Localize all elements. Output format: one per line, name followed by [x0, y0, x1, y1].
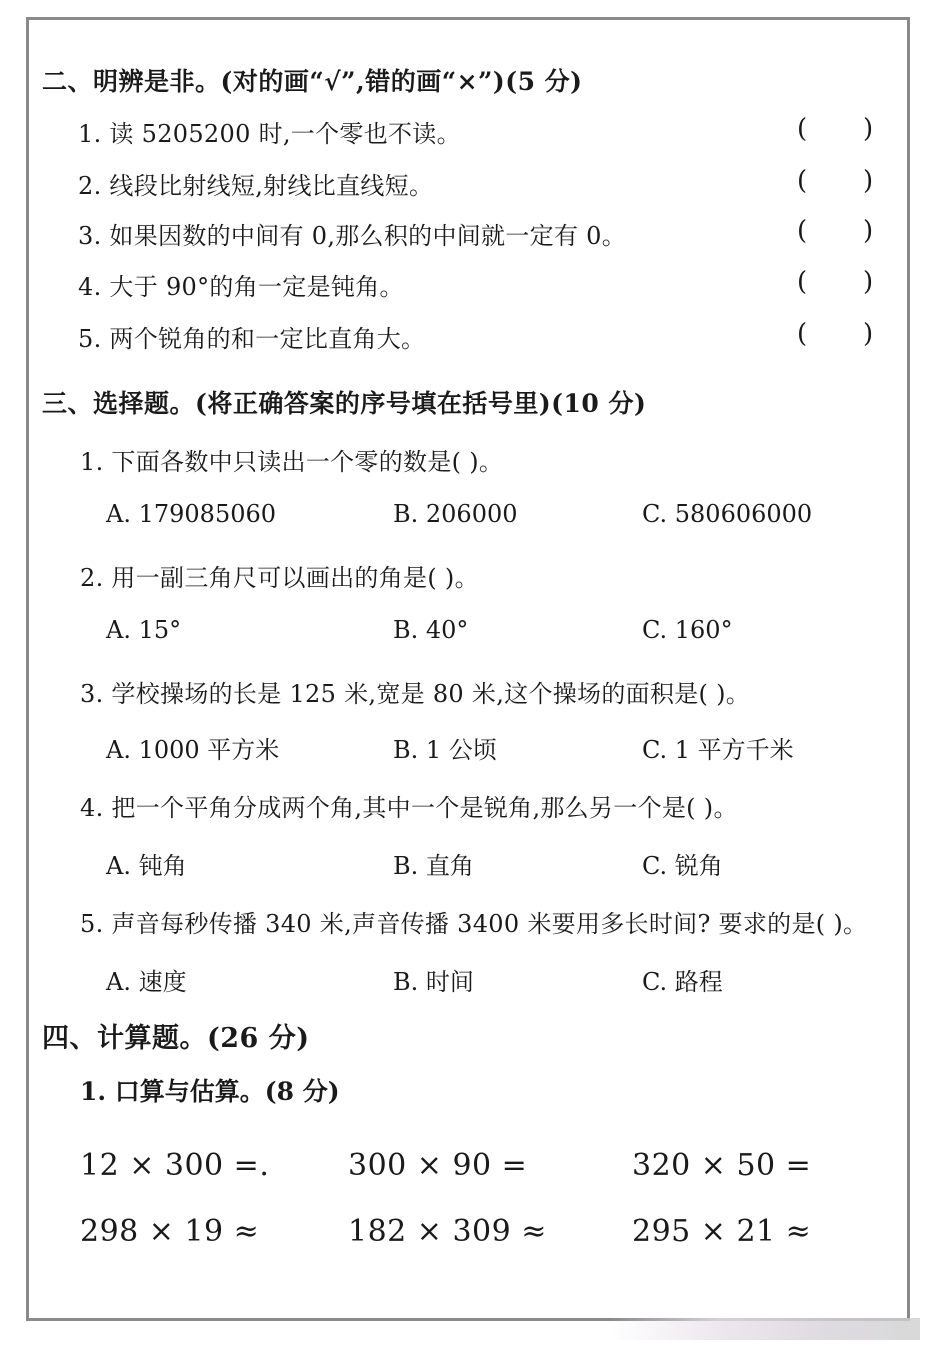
- option-c[interactable]: C. 580606000: [642, 500, 813, 528]
- page-border: [26, 17, 910, 1321]
- option-a[interactable]: A. 速度: [106, 968, 187, 996]
- paren-open: (: [797, 319, 808, 349]
- option-a[interactable]: A. 15°: [106, 616, 182, 644]
- paren-close: ): [863, 166, 874, 196]
- judge-item-2: 2. 线段比射线短,射线比直线短。: [78, 172, 434, 200]
- option-c[interactable]: C. 锐角: [642, 852, 723, 880]
- calc-item: 12 × 300 =.: [80, 1148, 270, 1183]
- estimate-item: 295 × 21 ≈: [632, 1214, 812, 1249]
- section-3-title: 三、选择题。(将正确答案的序号填在括号里)(10 分): [42, 389, 647, 418]
- paren-open: (: [797, 216, 808, 246]
- judge-item-5: 5. 两个锐角的和一定比直角大。: [78, 325, 426, 353]
- option-c[interactable]: C. 路程: [642, 968, 723, 996]
- judge-item-3: 3. 如果因数的中间有 0,那么积的中间就一定有 0。: [78, 222, 627, 250]
- paren-open: (: [797, 114, 808, 144]
- option-a[interactable]: A. 钝角: [106, 852, 187, 880]
- choice-question-5: 5. 声音每秒传播 340 米,声音传播 3400 米要用多长时间? 要求的是( )。: [80, 910, 868, 938]
- option-b[interactable]: B. 直角: [393, 852, 474, 880]
- paren-open: (: [797, 267, 808, 297]
- option-b[interactable]: B. 时间: [393, 968, 474, 996]
- scan-artifact: [610, 1318, 920, 1340]
- judge-item-1: 1. 读 5205200 时,一个零也不读。: [78, 120, 461, 148]
- option-b[interactable]: B. 206000: [393, 500, 518, 528]
- section-4-subtitle: 1. 口算与估算。(8 分): [80, 1077, 340, 1106]
- estimate-item: 182 × 309 ≈: [348, 1214, 547, 1249]
- paren-close: ): [863, 114, 874, 144]
- section-2-title: 二、明辨是非。(对的画“√”,错的画“×”)(5 分): [42, 67, 583, 96]
- paren-close: ): [863, 319, 874, 349]
- section-4-title: 四、计算题。(26 分): [42, 1023, 310, 1054]
- paren-open: (: [797, 166, 808, 196]
- option-a[interactable]: A. 1000 平方米: [106, 736, 280, 764]
- paren-close: ): [863, 216, 874, 246]
- option-c[interactable]: C. 1 平方千米: [642, 736, 794, 764]
- choice-question-2: 2. 用一副三角尺可以画出的角是( )。: [80, 564, 479, 592]
- calc-item: 300 × 90 =: [348, 1148, 528, 1183]
- option-a[interactable]: A. 179085060: [106, 500, 277, 528]
- option-b[interactable]: B. 1 公顷: [393, 736, 497, 764]
- choice-question-1: 1. 下面各数中只读出一个零的数是( )。: [80, 448, 504, 476]
- choice-question-4: 4. 把一个平角分成两个角,其中一个是锐角,那么另一个是( )。: [80, 794, 738, 822]
- judge-item-4: 4. 大于 90°的角一定是钝角。: [78, 273, 404, 301]
- paren-close: ): [863, 267, 874, 297]
- option-b[interactable]: B. 40°: [393, 616, 469, 644]
- estimate-item: 298 × 19 ≈: [80, 1214, 260, 1249]
- choice-question-3: 3. 学校操场的长是 125 米,宽是 80 米,这个操场的面积是( )。: [80, 680, 751, 708]
- calc-item: 320 × 50 =: [632, 1148, 812, 1183]
- option-c[interactable]: C. 160°: [642, 616, 733, 644]
